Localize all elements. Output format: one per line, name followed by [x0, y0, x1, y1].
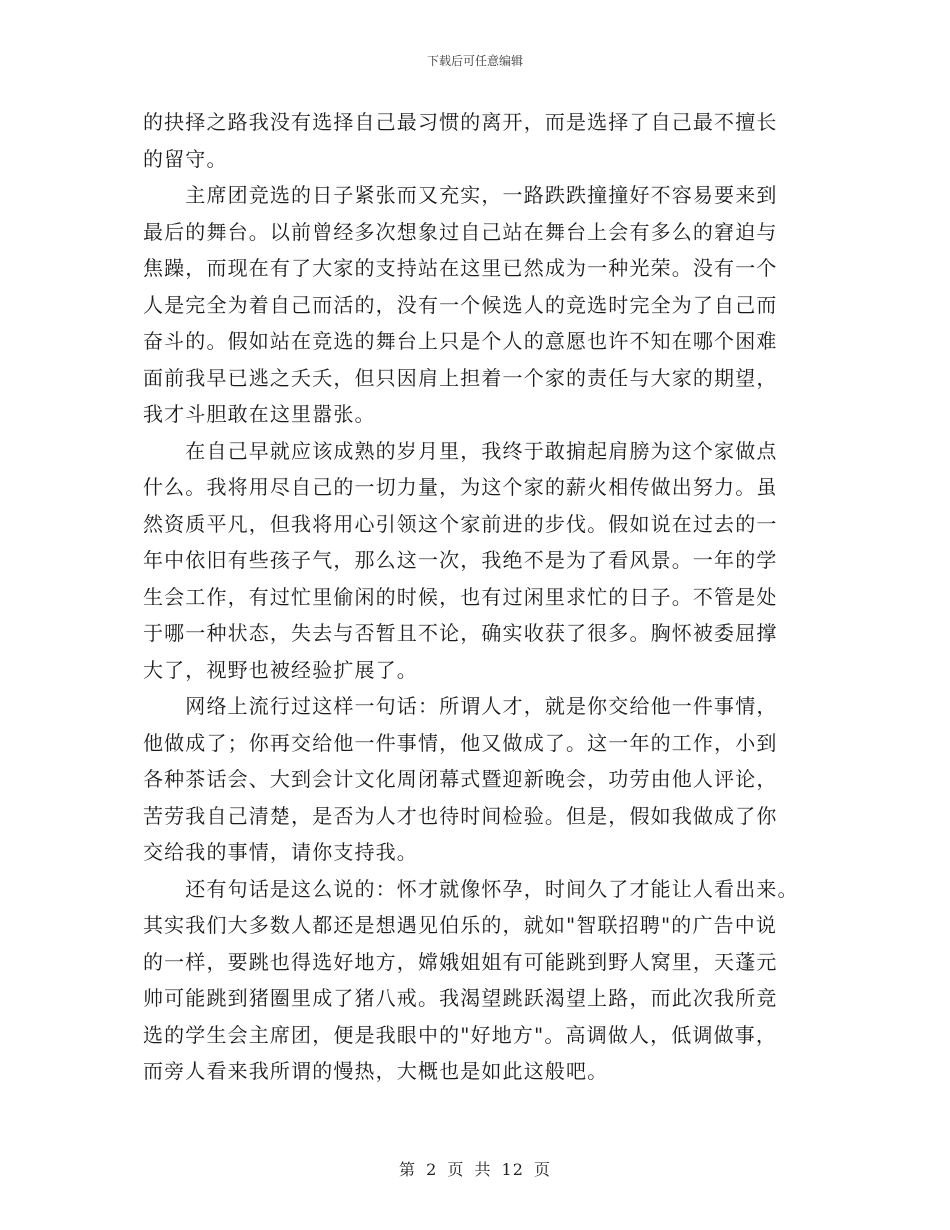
- text-line: 他做成了；你再交给他一件事情，他又做成了。这一年的工作，小到: [143, 730, 778, 755]
- text-line: 最后的舞台。以前曾经多次想象过自己站在舞台上会有多么的窘迫与: [143, 219, 778, 244]
- text-line: 我才斗胆敢在这里嚣张。: [143, 402, 376, 426]
- text-line: 帅可能跳到猪圈里成了猪八戒。我渴望跳跃渴望上路，而此次我所竞: [143, 986, 778, 1010]
- text-line: 而旁人看来我所谓的慢热，大概也是如此这般吧。: [143, 1059, 609, 1083]
- text-line: 网络上流行过这样一句话：所谓人才，就是你交给他一件事情，: [143, 694, 778, 718]
- text-line: 还有句话是这么说的：怀才就像怀孕，时间久了才能让人看出来。: [143, 876, 799, 901]
- text-line: 奋斗的。假如站在竞选的舞台上只是个人的意愿也许不知在哪个困难: [143, 329, 778, 353]
- page-header: 下载后可任意编辑: [426, 54, 523, 68]
- text-line: 生会工作，有过忙里偷闲的时候，也有过闲里求忙的日子。不管是处: [143, 584, 778, 609]
- text-line: 各种茶话会、大到会计文化周闭幕式暨迎新晚会，功劳由他人评论，: [143, 767, 778, 791]
- text-line: 主席团竞选的日子紧张而又充实，一路跌跌撞撞好不容易要来到: [143, 183, 778, 207]
- text-line: 在自己早就应该成熟的岁月里，我终于敢掮起肩膀为这个家做点: [143, 438, 778, 463]
- text-line: 面前我早已逃之夭夭，但只因肩上担着一个家的责任与大家的期望，: [143, 365, 778, 390]
- text-line: 于哪一种状态，失去与否暂且不论，确实收获了很多。胸怀被委屈撑: [143, 621, 778, 645]
- text-line: 交给我的事情，请你支持我。: [143, 840, 418, 864]
- text-line: 大了，视野也被经验扩展了。: [143, 657, 418, 682]
- text-line: 的抉择之路我没有选择自己最习惯的离开，而是选择了自己最不擅长: [143, 110, 778, 134]
- text-line: 的留守。: [143, 146, 228, 171]
- text-line: 选的学生会主席团，便是我眼中的"好地方"。高调做人，低调做事，: [143, 1022, 778, 1047]
- text-line: 什么。我将用尽自己的一切力量，为这个家的薪火相传做出努力。虽: [143, 475, 778, 499]
- text-line: 焦躁，而现在有了大家的支持站在这里已然成为一种光荣。没有一个: [143, 256, 778, 280]
- text-line: 年中依旧有些孩子气，那么这一次，我绝不是为了看风景。一年的学: [143, 548, 778, 572]
- text-line: 人是完全为着自己而活的，没有一个候选人的竞选时完全为了自己而: [143, 292, 778, 317]
- page-footer: 第 2 页 共 12 页: [399, 1160, 551, 1179]
- text-line: 的一样，要跳也得选好地方，嫦娥姐姐有可能跳到野人窝里，天蓬元: [143, 949, 778, 974]
- text-line: 然资质平凡，但我将用心引领这个家前进的步伐。假如说在过去的一: [143, 511, 778, 536]
- text-line: 苦劳我自己清楚，是否为人才也待时间检验。但是，假如我做成了你: [143, 803, 778, 828]
- body-text: [143, 104, 808, 1090]
- text-line: 其实我们大多数人都还是想遇见伯乐的，就如"智联招聘"的广告中说: [143, 913, 778, 937]
